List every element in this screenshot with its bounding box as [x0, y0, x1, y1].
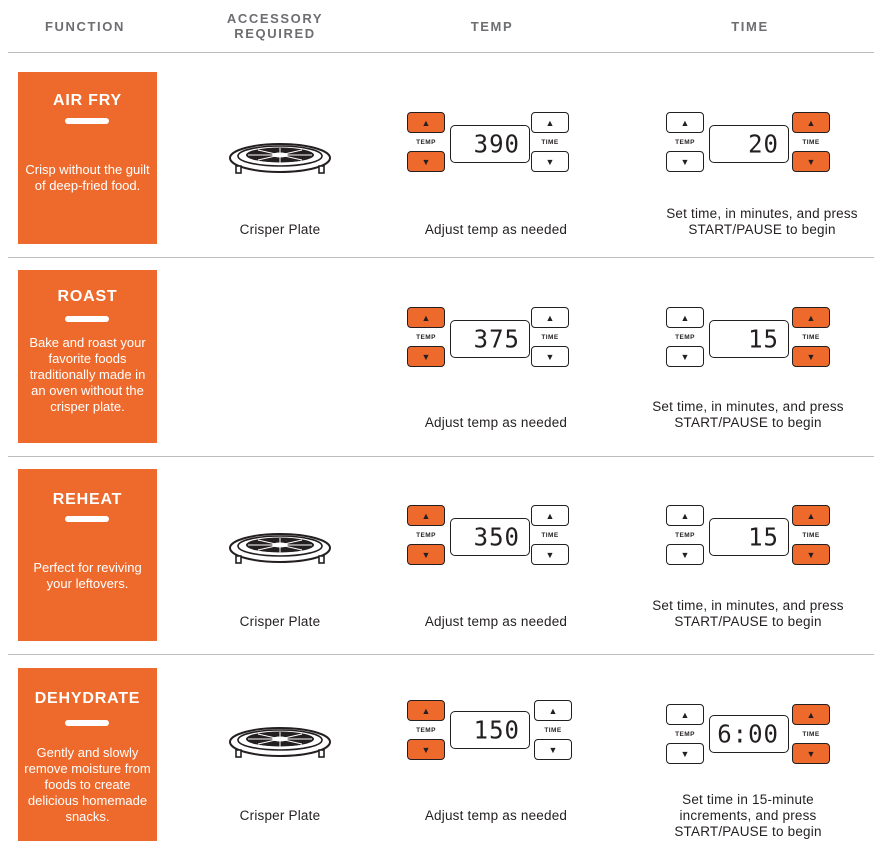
- temp-label: TEMP: [416, 334, 436, 341]
- time-up-button[interactable]: ▲: [534, 700, 572, 721]
- time-down-button[interactable]: ▼: [531, 151, 569, 172]
- temp-up-button[interactable]: ▲: [407, 112, 445, 133]
- function-card-dehydrate: [18, 668, 157, 841]
- time-label: TIME: [544, 727, 562, 734]
- time-note: Set time, in minutes, and press START/PAUSE to begin: [652, 399, 844, 430]
- temp-down-button[interactable]: ▼: [666, 151, 704, 172]
- accessory-label: Crisper Plate: [239, 614, 321, 629]
- header-temp: [417, 0, 567, 52]
- header-function: [10, 0, 160, 52]
- time-up-button[interactable]: ▲: [792, 704, 830, 725]
- time-up-button[interactable]: ▲: [792, 505, 830, 526]
- temp-display: [450, 711, 530, 749]
- temp-label: TEMP: [416, 139, 436, 146]
- time-value: 15: [748, 324, 779, 354]
- crisper-plate-icon: [227, 136, 333, 180]
- time-down-button[interactable]: ▼: [531, 544, 569, 565]
- temp-down-button[interactable]: ▼: [407, 739, 445, 760]
- time-label: TIME: [541, 532, 559, 539]
- time-up-button[interactable]: ▲: [792, 307, 830, 328]
- header-accessory-line2: REQUIRED: [234, 26, 316, 41]
- header-temp-label: TEMP: [470, 18, 514, 34]
- time-down-button[interactable]: ▼: [792, 151, 830, 172]
- time-label: TIME: [802, 532, 820, 539]
- divider: [8, 52, 874, 53]
- header-time-label: TIME: [731, 18, 769, 34]
- temp-control: [407, 112, 589, 180]
- temp-up-button[interactable]: ▲: [666, 307, 704, 328]
- time-label: TIME: [802, 731, 820, 738]
- time-display: [709, 518, 789, 556]
- temp-down-button[interactable]: ▼: [407, 346, 445, 367]
- header-accessory-line1: ACCESSORY: [226, 11, 324, 26]
- time-label: TIME: [802, 334, 820, 341]
- temp-note: Adjust temp as needed: [424, 222, 568, 237]
- time-up-button[interactable]: ▲: [531, 505, 569, 526]
- time-value: 6:00: [717, 719, 779, 749]
- time-down-button[interactable]: ▼: [531, 346, 569, 367]
- temp-down-button[interactable]: ▼: [666, 544, 704, 565]
- time-down-button[interactable]: ▼: [792, 544, 830, 565]
- header-function-label: FUNCTION: [45, 18, 125, 34]
- accessory-label: Crisper Plate: [239, 808, 321, 823]
- function-title: ROAST: [57, 288, 118, 305]
- function-card-air-fry: [18, 72, 157, 244]
- temp-display: [450, 518, 530, 556]
- time-down-button[interactable]: ▼: [792, 346, 830, 367]
- crisper-plate-icon: [227, 720, 333, 764]
- temp-down-button[interactable]: ▼: [407, 151, 445, 172]
- temp-display: [450, 125, 530, 163]
- temp-label: TEMP: [416, 727, 436, 734]
- time-down-button[interactable]: ▼: [534, 739, 572, 760]
- title-underline: [65, 118, 109, 124]
- temp-note: Adjust temp as needed: [424, 614, 568, 629]
- time-control: [666, 704, 848, 772]
- divider: [8, 654, 874, 655]
- function-card-roast: [18, 270, 157, 443]
- temp-down-button[interactable]: ▼: [666, 346, 704, 367]
- time-label: TIME: [802, 139, 820, 146]
- time-display: [709, 125, 789, 163]
- function-title: AIR FRY: [52, 92, 122, 109]
- time-display: [709, 320, 789, 358]
- header-time: [675, 0, 825, 52]
- time-note: Set time in 15-minute increments, and press START/PAUSE to begin: [674, 792, 822, 839]
- function-title: REHEAT: [52, 491, 123, 508]
- time-control: [666, 505, 848, 573]
- time-up-button[interactable]: ▲: [531, 112, 569, 133]
- temp-label: TEMP: [416, 532, 436, 539]
- time-up-button[interactable]: ▲: [531, 307, 569, 328]
- temp-control: [407, 307, 589, 375]
- time-display: [709, 715, 789, 753]
- temp-control: [407, 700, 589, 768]
- function-description: Gently and slowly remove moisture from foods to create delicious homemade snacks.: [24, 745, 151, 824]
- temp-label: TEMP: [675, 532, 695, 539]
- function-description: Perfect for reviving your leftovers.: [33, 560, 142, 591]
- temp-note: Adjust temp as needed: [424, 415, 568, 430]
- function-description: Crisp without the guilt of deep-fried food.: [25, 162, 150, 193]
- temp-label: TEMP: [675, 731, 695, 738]
- divider: [8, 456, 874, 457]
- temp-up-button[interactable]: ▲: [666, 112, 704, 133]
- function-title: DEHYDRATE: [34, 690, 141, 707]
- temp-value: 150: [473, 715, 520, 745]
- temp-up-button[interactable]: ▲: [666, 704, 704, 725]
- time-label: TIME: [541, 139, 559, 146]
- temp-up-button[interactable]: ▲: [407, 307, 445, 328]
- temp-value: 350: [473, 522, 520, 552]
- header-accessory: [200, 0, 350, 52]
- temp-display: [450, 320, 530, 358]
- title-underline: [65, 720, 109, 726]
- function-card-reheat: [18, 469, 157, 641]
- temp-up-button[interactable]: ▲: [407, 700, 445, 721]
- title-underline: [65, 516, 109, 522]
- temp-value: 375: [473, 324, 520, 354]
- temp-down-button[interactable]: ▼: [666, 743, 704, 764]
- time-down-button[interactable]: ▼: [792, 743, 830, 764]
- time-up-button[interactable]: ▲: [792, 112, 830, 133]
- accessory-label: Crisper Plate: [239, 222, 321, 237]
- temp-value: 390: [473, 129, 520, 159]
- time-value: 15: [748, 522, 779, 552]
- time-control: [666, 307, 848, 375]
- title-underline: [65, 316, 109, 322]
- temp-label: TEMP: [675, 139, 695, 146]
- temp-up-button[interactable]: ▲: [666, 505, 704, 526]
- function-description: Bake and roast your favorite foods traditionally made in an oven without the crisper plate.: [29, 335, 146, 414]
- temp-control: [407, 505, 589, 573]
- time-note: Set time, in minutes, and press START/PAUSE to begin: [652, 598, 844, 629]
- temp-note: Adjust temp as needed: [424, 808, 568, 823]
- time-value: 20: [748, 129, 779, 159]
- temp-down-button[interactable]: ▼: [407, 544, 445, 565]
- temp-up-button[interactable]: ▲: [407, 505, 445, 526]
- time-control: [666, 112, 848, 180]
- crisper-plate-icon: [227, 526, 333, 570]
- temp-label: TEMP: [675, 334, 695, 341]
- time-note: Set time, in minutes, and press START/PAUSE to begin: [666, 206, 858, 237]
- divider: [8, 257, 874, 258]
- time-label: TIME: [541, 334, 559, 341]
